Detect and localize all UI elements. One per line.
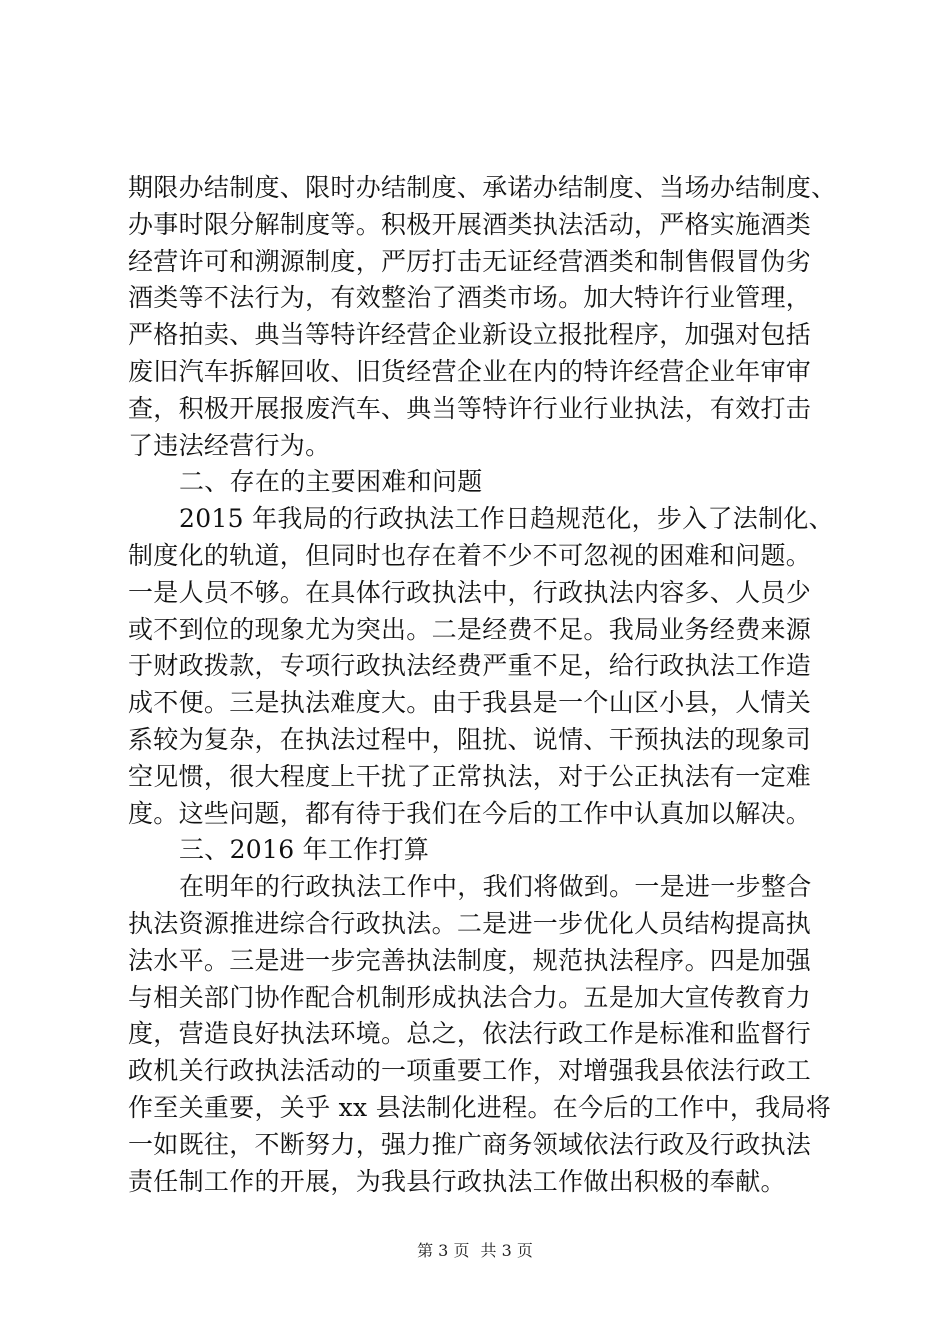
text-line: 查，积极开展报废汽车、典当等特许行业行业执法，有效打击 [128,393,812,423]
text-line: 制度化的轨道，但同时也存在着不少不可忽视的困难和问题。 [128,540,812,570]
text-line: 于财政拨款，专项行政执法经费严重不足，给行政执法工作造 [128,651,812,681]
text-line: 度，营造良好执法环境。总之，依法行政工作是标准和监督行 [128,1019,812,1049]
text-line: 严格拍卖、典当等特许经营企业新设立报批程序，加强对包括 [128,320,812,350]
text-line: 执法资源推进综合行政执法。二是进一步优化人员结构提高执 [128,908,812,938]
text-line: 责任制工作的开展，为我县行政执法工作做出积极的奉献。 [128,1166,786,1196]
section-heading-problems: 二、存在的主要困难和问题 [179,467,483,497]
text-line: 政机关行政执法活动的一项重要工作，对增强我县依法行政工 [128,1056,812,1086]
text-line: 空见惯，很大程度上干扰了正常执法，对于公正执法有一定难 [128,761,812,791]
text-line: 成不便。三是执法难度大。由于我县是一个山区小县，人情关 [128,688,812,718]
text-line: 经营许可和溯源制度，严厉打击无证经营酒类和制售假冒伪劣 [128,246,812,276]
page-footer [0,1238,950,1261]
page-number: 第 3 页 [417,1241,470,1260]
section-heading-plan: 三、2016 年工作打算 [179,835,430,865]
text-line: 酒类等不法行为，有效整治了酒类市场。加大特许行业管理， [128,283,812,313]
text-line: 在明年的行政执法工作中，我们将做到。一是进一步整合 [179,872,812,902]
text-line: 期限办结制度、限时办结制度、承诺办结制度、当场办结制度、 [128,173,837,202]
text-line: 法水平。三是进一步完善执法制度，规范执法程序。四是加强 [128,945,812,975]
text-line: 一是人员不够。在具体行政执法中，行政执法内容多、人员少 [128,577,812,607]
body-text [128,170,837,1200]
text-line: 度。这些问题，都有待于我们在今后的工作中认真加以解决。 [128,798,812,828]
page-total: 共 3 页 [480,1241,533,1260]
text-line: 作至关重要，关乎 xx 县法制化进程。在今后的工作中，我局将 [128,1092,832,1122]
text-line: 2015 年我局的行政执法工作日趋规范化，步入了法制化、 [179,504,834,534]
text-line: 或不到位的现象尤为突出。二是经费不足。我局业务经费来源 [128,614,812,644]
text-line: 一如既往，不断努力，强力推广商务领域依法行政及行政执法 [128,1129,812,1159]
text-line: 与相关部门协作配合机制形成执法合力。五是加大宣传教育力 [128,982,812,1012]
text-line: 办事时限分解制度等。积极开展酒类执法活动，严格实施酒类 [128,209,812,239]
text-line: 系较为复杂，在执法过程中，阻扰、说情、干预执法的现象司 [128,724,812,754]
text-line: 废旧汽车拆解回收、旧货经营企业在内的特许经营企业年审审 [128,356,812,386]
text-line: 了违法经营行为。 [128,430,331,460]
